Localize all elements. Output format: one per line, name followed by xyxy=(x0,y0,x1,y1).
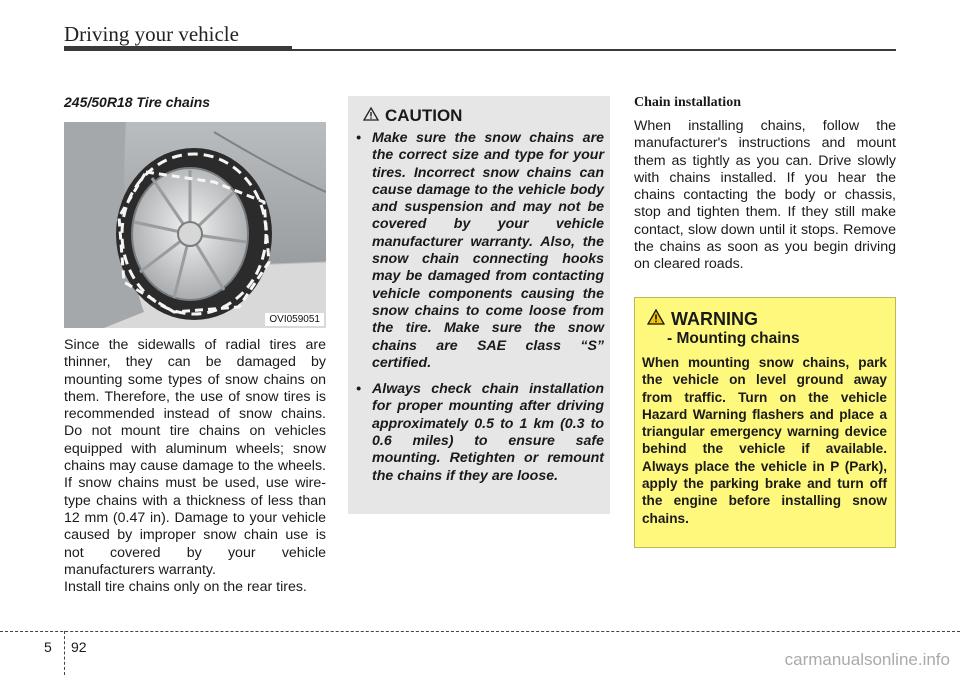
footer-divider xyxy=(64,631,65,675)
caution-item: • Always check chain installation for proper mounting after driving approximately 0.5 to 1 km (0.3 to 0.6 miles) to ensure safe mounting. Retighten or remount the chains if they are loose. xyxy=(356,381,604,484)
caution-box xyxy=(348,96,610,514)
rear-tires-paragraph: Install tire chains only on the rear tires. xyxy=(64,579,307,596)
warning-text: When mounting snow chains, park the vehicle on level ground away from traffic. Turn on the vehicle Hazard Warning flashers and place a triangular emergency warning device behind the vehicle if available. Always place the vehicle in P (Park), apply the parking brake and turn off the engine before installing snow chains. xyxy=(642,355,887,526)
warning-triangle-icon xyxy=(647,309,665,330)
warning-header xyxy=(647,309,758,330)
caution-header xyxy=(363,106,462,126)
caution-item-text: Make sure the snow chains are the correct size and type for your tires. Incorrect snow chains can cause damage to the vehicle body and suspension and may not be covered by your vehicle manufacturer warranty. Also, the snow chain connecting hooks may be damaged from contacting vehicle components causing the snow chains to come loose from the tire. Make sure the snow chains are SAE class “S” certified. xyxy=(372,130,604,371)
footer-rule xyxy=(0,631,960,632)
header-rule-thin xyxy=(292,49,896,51)
chain-installation-section xyxy=(634,118,896,274)
caution-item-text: Always check chain installation for proper mounting after driving approximately 0.5 to 1 km (0.3 to 0.6 miles) to ensure safe mounting. Retighten or remount the chains if they are loose. xyxy=(372,381,604,484)
tire-chain-paragraph: Since the sidewalls of radial tires are thinner, they can be damaged by mounting some types of snow chains on them. Therefore, the use of snow tires is recommended instead of snow chains. Do not mount tire chains on vehicles equipped with aluminum wheels; snow chains may cause damage to the wheels. If snow chains must be used, use wire-type chains with a thickness of less than 12 mm (0.47 in). Damage to your vehicle caused by improper snow chain use is not covered by your vehicle manufacturers warranty. xyxy=(64,337,326,578)
page-number: 92 xyxy=(71,639,87,655)
chain-installation-text: When installing chains, follow the manufacturer's instructions and mount them as tightly as you can. Drive slowly with chains installed. If you hear the chains contacting the body or chassis, stop and tighten them. If they still make contact, slow down until it stops. Remove the chains as soon as you begin driving on cleared roads. xyxy=(634,118,896,273)
tire-chain-illustration xyxy=(64,122,326,328)
warning-box xyxy=(634,297,896,548)
chain-installation-heading: Chain installation xyxy=(634,95,741,110)
page-header-title: Driving your vehicle xyxy=(64,22,239,46)
caution-title: CAUTION xyxy=(385,106,463,125)
figure-code-label: OVI059051 xyxy=(265,313,324,326)
tire-chain-figure xyxy=(64,122,326,328)
caution-item: • Make sure the snow chains are the correct size and type for your tires. Incorrect snow chains can cause damage to the vehicle body and suspension and may not be covered by your vehicle manufacturer warranty. Also, the snow chain connecting hooks may be damaged from contacting vehicle components causing the snow chains to come loose from the tire. Make sure the snow chains are SAE class “S” certified. xyxy=(356,130,604,371)
section-heading: 245/50R18 Tire chains xyxy=(64,94,211,110)
watermark: carmanualsonline.info xyxy=(784,650,950,669)
caution-triangle-icon xyxy=(363,106,379,126)
caution-list xyxy=(356,130,604,494)
header-rule-thick xyxy=(64,46,292,51)
warning-title: WARNING xyxy=(671,309,758,329)
section-number: 5 xyxy=(44,639,52,655)
tire-chain-description xyxy=(64,337,326,596)
warning-subtitle: - Mounting chains xyxy=(667,330,800,347)
